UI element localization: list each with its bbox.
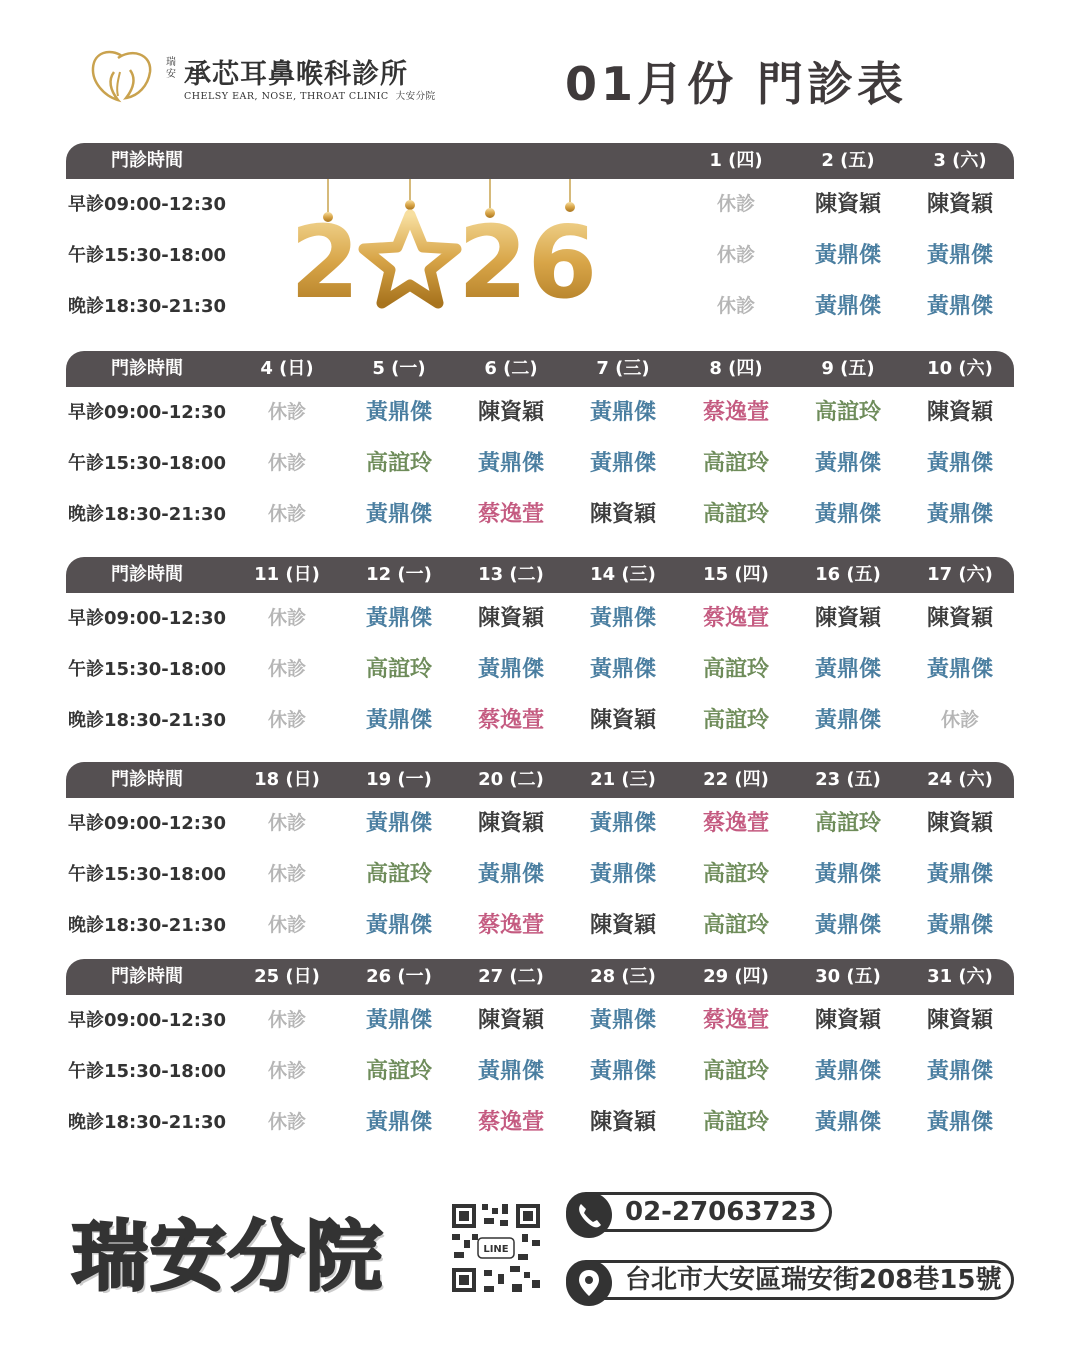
day-header: 29 (四) — [703, 966, 769, 987]
doctor-cell: 黃鼎傑 — [814, 451, 881, 476]
doctor-cell: 陳資穎 — [477, 1008, 544, 1033]
clinic-name: 承芯耳鼻喉科診所 — [184, 59, 408, 90]
closed-cell: 休診 — [267, 812, 306, 834]
time-slot-label: 晚診18:30-21:30 — [67, 915, 227, 936]
doctor-cell: 黃鼎傑 — [589, 657, 656, 682]
clinic-prefix: 瑞安 — [166, 57, 176, 80]
doctor-cell: 陳資穎 — [589, 502, 656, 527]
doctor-cell: 陳資穎 — [814, 1008, 881, 1033]
doctor-cell: 陳資穎 — [926, 606, 993, 631]
doctor-cell: 黃鼎傑 — [814, 862, 881, 887]
day-header: 14 (三) — [590, 564, 656, 585]
doctor-cell: 黃鼎傑 — [814, 1059, 881, 1084]
doctor-cell: 黃鼎傑 — [365, 606, 432, 631]
doctor-cell: 黃鼎傑 — [589, 451, 656, 476]
qr-line-label: LINE — [483, 1244, 509, 1255]
doctor-cell: 高誼玲 — [365, 862, 432, 887]
clinic-logo — [88, 46, 436, 106]
day-header: 13 (二) — [478, 564, 544, 585]
doctor-cell: 黃鼎傑 — [589, 862, 656, 887]
doctor-cell: 黃鼎傑 — [365, 811, 432, 836]
day-header: 30 (五) — [815, 966, 881, 987]
doctor-cell: 蔡逸萱 — [702, 811, 769, 836]
doctor-cell: 陳資穎 — [814, 192, 881, 217]
closed-cell: 休診 — [267, 452, 306, 474]
schedule-row — [66, 230, 1014, 281]
doctor-cell: 陳資穎 — [589, 1110, 656, 1135]
doctor-cell: 黃鼎傑 — [926, 657, 993, 682]
doctor-cell: 黃鼎傑 — [926, 294, 993, 319]
closed-cell: 休診 — [267, 607, 306, 629]
year-digit-2a: 2 — [290, 204, 360, 315]
day-header: 19 (一) — [366, 769, 432, 790]
week-header — [66, 557, 1014, 593]
doctor-cell: 陳資穎 — [926, 400, 993, 425]
day-header: 28 (三) — [590, 966, 656, 987]
doctor-cell: 黃鼎傑 — [814, 913, 881, 938]
doctor-cell: 高誼玲 — [702, 502, 769, 527]
day-header: 8 (四) — [709, 358, 763, 379]
doctor-cell: 黃鼎傑 — [477, 1059, 544, 1084]
day-header: 25 (日) — [254, 966, 320, 987]
doctor-cell: 黃鼎傑 — [477, 657, 544, 682]
day-header: 11 (日) — [254, 564, 320, 585]
tooth-logo-icon — [88, 46, 160, 104]
doctor-cell: 黃鼎傑 — [477, 862, 544, 887]
time-slot-label: 午診15:30-18:00 — [67, 245, 227, 266]
time-slot-label: 早診09:00-12:30 — [67, 608, 227, 629]
doctor-cell: 黃鼎傑 — [365, 400, 432, 425]
doctor-cell: 黃鼎傑 — [926, 1110, 993, 1135]
closed-cell: 休診 — [267, 1111, 306, 1133]
doctor-cell: 黃鼎傑 — [814, 294, 881, 319]
doctor-cell: 黃鼎傑 — [589, 1059, 656, 1084]
doctor-cell: 陳資穎 — [477, 811, 544, 836]
doctor-cell: 黃鼎傑 — [926, 451, 993, 476]
doctor-cell: 黃鼎傑 — [814, 502, 881, 527]
time-slot-label: 晚診18:30-21:30 — [67, 710, 227, 731]
time-slot-label: 午診15:30-18:00 — [67, 864, 227, 885]
week-header — [66, 143, 1014, 179]
phone-number: 02-27063723 — [625, 1197, 817, 1227]
phone-pill[interactable] — [566, 1192, 832, 1232]
doctor-cell: 高誼玲 — [702, 1110, 769, 1135]
doctor-cell: 高誼玲 — [365, 451, 432, 476]
doctor-cell: 高誼玲 — [365, 657, 432, 682]
day-header: 27 (二) — [478, 966, 544, 987]
week-table — [66, 143, 1014, 332]
doctor-cell: 蔡逸萱 — [477, 913, 544, 938]
schedule-row — [66, 179, 1014, 230]
day-header: 4 (日) — [260, 358, 314, 379]
day-header: 16 (五) — [815, 564, 881, 585]
doctor-cell: 陳資穎 — [589, 913, 656, 938]
closed-cell: 休診 — [267, 503, 306, 525]
doctor-cell: 黃鼎傑 — [365, 913, 432, 938]
doctor-cell: 高誼玲 — [702, 1059, 769, 1084]
time-slot-label: 晚診18:30-21:30 — [67, 504, 227, 525]
day-header: 17 (六) — [927, 564, 993, 585]
doctor-cell: 陳資穎 — [926, 192, 993, 217]
week-table — [66, 959, 1014, 1148]
doctor-cell: 陳資穎 — [926, 811, 993, 836]
day-header: 24 (六) — [927, 769, 993, 790]
closed-cell: 休診 — [716, 244, 755, 266]
day-header: 12 (一) — [366, 564, 432, 585]
clinic-en-text: CHELSY EAR, NOSE, THROAT CLINIC — [184, 91, 389, 102]
branch-name: 瑞安分院 — [72, 1212, 384, 1301]
schedule-row — [66, 489, 1014, 540]
schedule-row — [66, 1097, 1014, 1148]
closed-cell: 休診 — [716, 193, 755, 215]
week-table — [66, 762, 1014, 951]
week-table — [66, 557, 1014, 746]
day-header: 10 (六) — [927, 358, 993, 379]
slot-header: 門診時間 — [111, 150, 183, 171]
time-slot-label: 晚診18:30-21:30 — [67, 296, 227, 317]
doctor-cell: 黃鼎傑 — [926, 913, 993, 938]
schedule-row — [66, 849, 1014, 900]
time-slot-label: 晚診18:30-21:30 — [67, 1112, 227, 1133]
doctor-cell: 黃鼎傑 — [926, 862, 993, 887]
time-slot-label: 早診09:00-12:30 — [67, 194, 227, 215]
doctor-cell: 高誼玲 — [702, 862, 769, 887]
week-table — [66, 351, 1014, 540]
doctor-cell: 黃鼎傑 — [814, 1110, 881, 1135]
closed-cell: 休診 — [267, 401, 306, 423]
day-header: 3 (六) — [933, 150, 987, 171]
doctor-cell: 陳資穎 — [814, 606, 881, 631]
day-header: 31 (六) — [927, 966, 993, 987]
line-qr-code[interactable] — [448, 1200, 544, 1296]
day-header: 2 (五) — [821, 150, 875, 171]
day-header: 6 (二) — [484, 358, 538, 379]
address-pill[interactable] — [566, 1260, 1014, 1300]
doctor-cell: 黃鼎傑 — [365, 1008, 432, 1033]
doctor-cell: 高誼玲 — [814, 811, 881, 836]
phone-icon — [566, 1192, 612, 1238]
branch-small: 大安分院 — [395, 91, 436, 102]
day-header: 15 (四) — [703, 564, 769, 585]
day-header: 26 (一) — [366, 966, 432, 987]
time-slot-label: 午診15:30-18:00 — [67, 1061, 227, 1082]
doctor-cell: 黃鼎傑 — [814, 708, 881, 733]
closed-cell: 休診 — [267, 914, 306, 936]
day-header: 9 (五) — [821, 358, 875, 379]
clinic-english-name — [184, 88, 436, 102]
location-pin-icon — [566, 1260, 612, 1306]
schedule-row — [66, 387, 1014, 438]
doctor-cell: 高誼玲 — [365, 1059, 432, 1084]
time-slot-label: 早診09:00-12:30 — [67, 1010, 227, 1031]
closed-cell: 休診 — [267, 1009, 306, 1031]
slot-header: 門診時間 — [111, 966, 183, 987]
week-header — [66, 762, 1014, 798]
doctor-cell: 陳資穎 — [926, 1008, 993, 1033]
doctor-cell: 黃鼎傑 — [814, 657, 881, 682]
year-digits-26: 26 — [458, 204, 598, 315]
doctor-cell: 蔡逸萱 — [477, 1110, 544, 1135]
slot-header: 門診時間 — [111, 769, 183, 790]
doctor-cell: 高誼玲 — [702, 913, 769, 938]
doctor-cell: 高誼玲 — [702, 451, 769, 476]
schedule-row — [66, 995, 1014, 1046]
schedule-row — [66, 438, 1014, 489]
closed-cell: 休診 — [716, 295, 755, 317]
time-slot-label: 早診09:00-12:30 — [67, 813, 227, 834]
schedule-row — [66, 593, 1014, 644]
time-slot-label: 午診15:30-18:00 — [67, 659, 227, 680]
day-header: 18 (日) — [254, 769, 320, 790]
slot-header: 門診時間 — [111, 358, 183, 379]
doctor-cell: 黃鼎傑 — [365, 502, 432, 527]
address-text: 台北市大安區瑞安街208巷15號 — [625, 1265, 1002, 1295]
closed-cell: 休診 — [940, 709, 979, 731]
doctor-cell: 陳資穎 — [477, 606, 544, 631]
schedule-row — [66, 695, 1014, 746]
day-header: 23 (五) — [815, 769, 881, 790]
doctor-cell: 黃鼎傑 — [477, 451, 544, 476]
doctor-cell: 黃鼎傑 — [926, 243, 993, 268]
doctor-cell: 高誼玲 — [702, 657, 769, 682]
schedule-row — [66, 281, 1014, 332]
doctor-cell: 黃鼎傑 — [589, 1008, 656, 1033]
doctor-cell: 陳資穎 — [477, 400, 544, 425]
doctor-cell: 陳資穎 — [589, 708, 656, 733]
day-header: 5 (一) — [372, 358, 426, 379]
doctor-cell: 黃鼎傑 — [814, 243, 881, 268]
page-title: 01月份 門診表 — [565, 57, 908, 111]
doctor-cell: 黃鼎傑 — [926, 1059, 993, 1084]
schedule-row — [66, 798, 1014, 849]
schedule-row — [66, 1046, 1014, 1097]
slot-header: 門診時間 — [111, 564, 183, 585]
day-header: 7 (三) — [596, 358, 650, 379]
doctor-cell: 高誼玲 — [702, 708, 769, 733]
doctor-cell: 黃鼎傑 — [589, 606, 656, 631]
schedule-row — [66, 644, 1014, 695]
closed-cell: 休診 — [267, 1060, 306, 1082]
closed-cell: 休診 — [267, 709, 306, 731]
day-header: 22 (四) — [703, 769, 769, 790]
day-header: 21 (三) — [590, 769, 656, 790]
closed-cell: 休診 — [267, 658, 306, 680]
doctor-cell: 黃鼎傑 — [365, 1110, 432, 1135]
doctor-cell: 蔡逸萱 — [702, 606, 769, 631]
doctor-cell: 蔡逸萱 — [477, 708, 544, 733]
closed-cell: 休診 — [267, 863, 306, 885]
time-slot-label: 午診15:30-18:00 — [67, 453, 227, 474]
doctor-cell: 蔡逸萱 — [477, 502, 544, 527]
schedule-row — [66, 900, 1014, 951]
doctor-cell: 黃鼎傑 — [365, 708, 432, 733]
week-header — [66, 351, 1014, 387]
day-header: 20 (二) — [478, 769, 544, 790]
doctor-cell: 黃鼎傑 — [589, 400, 656, 425]
doctor-cell: 黃鼎傑 — [926, 502, 993, 527]
doctor-cell: 蔡逸萱 — [702, 1008, 769, 1033]
doctor-cell: 高誼玲 — [814, 400, 881, 425]
time-slot-label: 早診09:00-12:30 — [67, 402, 227, 423]
doctor-cell: 蔡逸萱 — [702, 400, 769, 425]
doctor-cell: 黃鼎傑 — [589, 811, 656, 836]
week-header — [66, 959, 1014, 995]
day-header: 1 (四) — [709, 150, 763, 171]
